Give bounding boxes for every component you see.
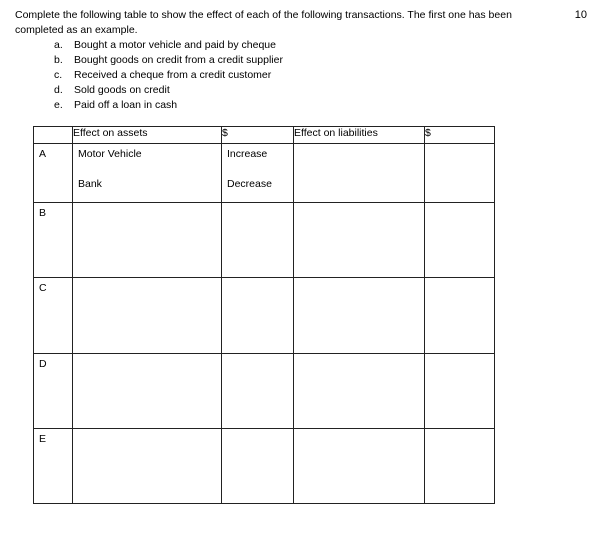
marks-label: 10 bbox=[574, 9, 587, 21]
table-row bbox=[34, 203, 495, 278]
row-label: E bbox=[34, 428, 73, 503]
header-assets: Effect on assets bbox=[73, 127, 222, 144]
transaction-list bbox=[54, 38, 283, 113]
liabilities-amount-cell[interactable] bbox=[425, 428, 495, 503]
header-liabilities: Effect on liabilities bbox=[294, 127, 425, 144]
assets-amount-cell[interactable] bbox=[222, 203, 294, 278]
item-text: Bought a motor vehicle and paid by cheque bbox=[74, 39, 276, 51]
item-letter: b. bbox=[54, 54, 63, 66]
asset-entry: Motor Vehicle bbox=[78, 148, 142, 161]
header-liabilities-amount: $ bbox=[425, 127, 495, 144]
list-item bbox=[54, 38, 283, 53]
row-label: C bbox=[34, 278, 73, 353]
assets-cell[interactable] bbox=[73, 428, 222, 503]
assets-cell[interactable] bbox=[73, 144, 222, 203]
assets-cell[interactable] bbox=[73, 203, 222, 278]
asset-entry: Bank bbox=[78, 178, 102, 191]
item-text: Sold goods on credit bbox=[74, 84, 170, 96]
liabilities-cell[interactable] bbox=[294, 203, 425, 278]
item-letter: d. bbox=[54, 84, 63, 96]
liabilities-cell[interactable] bbox=[294, 144, 425, 203]
item-letter: c. bbox=[54, 69, 63, 81]
liabilities-amount-cell[interactable] bbox=[425, 353, 495, 428]
liabilities-amount-cell[interactable] bbox=[425, 203, 495, 278]
item-letter: e. bbox=[54, 99, 63, 111]
question-instruction: Complete the following table to show the effect of each of the following transactions. The first one has been completed as an example. bbox=[15, 9, 512, 36]
assets-amount-cell[interactable] bbox=[222, 144, 294, 203]
liabilities-cell[interactable] bbox=[294, 428, 425, 503]
item-text: Received a cheque from a credit customer bbox=[74, 69, 272, 81]
assets-amount-cell[interactable] bbox=[222, 278, 294, 353]
table-row bbox=[34, 278, 495, 353]
header-empty bbox=[34, 127, 73, 144]
liabilities-cell[interactable] bbox=[294, 278, 425, 353]
assets-cell[interactable] bbox=[73, 278, 222, 353]
list-item bbox=[54, 68, 283, 83]
table-row bbox=[34, 428, 495, 503]
table-header-row bbox=[34, 127, 495, 144]
table-row bbox=[34, 353, 495, 428]
assets-cell[interactable] bbox=[73, 353, 222, 428]
liabilities-amount-cell[interactable] bbox=[425, 144, 495, 203]
liabilities-amount-cell[interactable] bbox=[425, 278, 495, 353]
list-item bbox=[54, 53, 283, 68]
list-item bbox=[54, 98, 283, 113]
assets-amount-cell[interactable] bbox=[222, 428, 294, 503]
effect-entry: Decrease bbox=[227, 178, 272, 191]
effect-entry: Increase bbox=[227, 148, 268, 161]
item-text: Paid off a loan in cash bbox=[74, 99, 178, 111]
list-item bbox=[54, 83, 283, 98]
assets-amount-cell[interactable] bbox=[222, 353, 294, 428]
row-label: A bbox=[34, 144, 73, 203]
table-row bbox=[34, 144, 495, 203]
row-label: D bbox=[34, 353, 73, 428]
row-label: B bbox=[34, 203, 73, 278]
answer-table bbox=[33, 126, 495, 504]
header-assets-amount: $ bbox=[222, 127, 294, 144]
item-letter: a. bbox=[54, 39, 63, 51]
liabilities-cell[interactable] bbox=[294, 353, 425, 428]
item-text: Bought goods on credit from a credit supplier bbox=[74, 54, 283, 66]
